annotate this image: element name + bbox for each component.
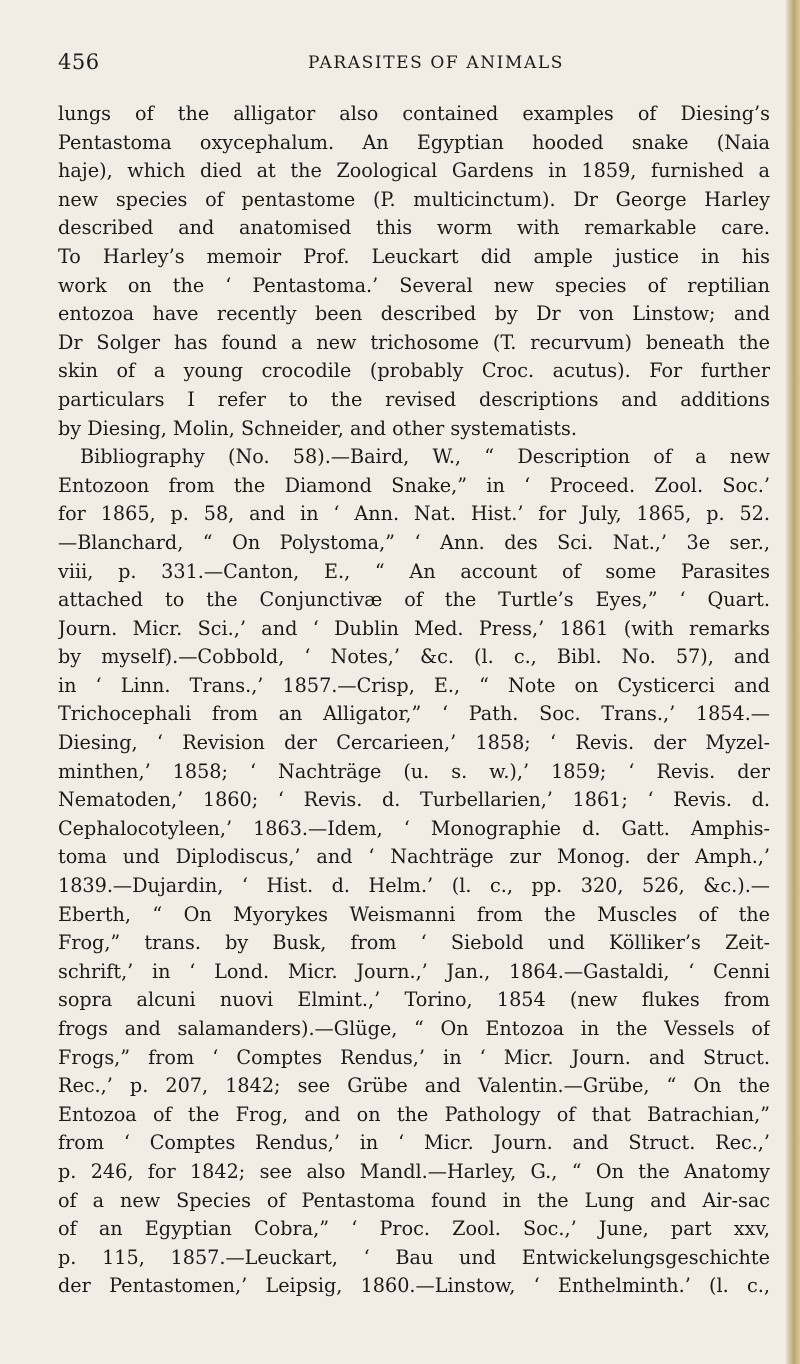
text-line: Entozoa of the Frog, and on the Pathology of that Batrachian,” xyxy=(58,1102,770,1126)
text-line: minthen,’ 1858; ‘ Nachträge (u. s. w.),’ 1859; ‘ Revis. der xyxy=(58,759,770,783)
bibliography-heading-line: Bibliography (No. 58).—Baird, W., “ Description of a new xyxy=(80,445,770,469)
text-line: Dr Solger has found a new trichosome (T. recurvum) beneath the xyxy=(58,330,770,354)
text-line: Diesing, ‘ Revision der Cercarieen,’ 1858; ‘ Revis. der Myzel- xyxy=(58,731,770,755)
text-line: Trichocephali from an Alligator,” ‘ Path. Soc. Trans.,’ 1854.— xyxy=(58,702,770,726)
text-line: by Diesing, Molin, Schneider, and other systematists. xyxy=(58,416,577,440)
text-line: frogs and salamanders).—Glüge, “ On Entozoa in the Vessels of xyxy=(58,1017,770,1040)
text-line: Pentastoma oxycephalum. An Egyptian hooded snake (Naia xyxy=(58,130,770,154)
text-line: p. 115, 1857.—Leuckart, ‘ Bau und Entwickelungsgeschichte xyxy=(58,1245,770,1269)
text-line: Frogs,” from ‘ Comptes Rendus,’ in ‘ Micr. Journ. and Struct. xyxy=(58,1045,770,1069)
text-line: new species of pentastome (P. multicinctum). Dr George Harley xyxy=(58,187,770,211)
page-header xyxy=(58,50,758,84)
text-line: Frog,” trans. by Busk, from ‘ Siebold und Kölliker’s Zeit- xyxy=(58,931,770,955)
page-edge xyxy=(786,0,800,1364)
text-line: toma und Diplodiscus,’ and ‘ Nachträge zur Monog. der Amph.,’ xyxy=(58,845,770,869)
text-line: by myself).—Cobbold, ‘ Notes,’ &c. (l. c., Bibl. No. 57), and xyxy=(58,645,770,669)
text-line: for 1865, p. 58, and in ‘ Ann. Nat. Hist.’ for July, 1865, p. 52. xyxy=(58,502,770,526)
text-line: viii, p. 331.—Canton, E., “ An account of some Parasites xyxy=(58,559,770,583)
text-line: from ‘ Comptes Rendus,’ in ‘ Micr. Journ. and Struct. Rec.,’ xyxy=(58,1131,770,1155)
text-line: Eberth, “ On Myorykes Weismanni from the Muscles of the xyxy=(58,902,770,926)
text-line: To Harley’s memoir Prof. Leuckart did ample justice in his xyxy=(58,244,770,268)
text-line: haje), which died at the Zoological Gardens in 1859, furnished a xyxy=(58,159,770,183)
text-line: Journ. Micr. Sci.,’ and ‘ Dublin Med. Press,’ 1861 (with remarks xyxy=(58,616,770,640)
text-line: of an Egyptian Cobra,” ‘ Proc. Zool. Soc.,’ June, part xxv, xyxy=(58,1217,770,1241)
text-line: entozoa have recently been described by Dr von Linstow; and xyxy=(58,302,770,326)
text-line: sopra alcuni nuovi Elmint.,’ Torino, 1854 (new flukes from xyxy=(58,988,770,1012)
text-line: —Blanchard, “ On Polystoma,” ‘ Ann. des Sci. Nat.,’ 3e ser., xyxy=(58,530,770,554)
text-line: in ‘ Linn. Trans.,’ 1857.—Crisp, E., “ Note on Cysticerci and xyxy=(58,673,770,697)
text-line: Rec.,’ p. 207, 1842; see Grübe and Valentin.—Grübe, “ On the xyxy=(58,1074,770,1098)
text-line: p. 246, for 1842; see also Mandl.—Harley, G., “ On the Anatomy xyxy=(58,1159,770,1183)
text-line: 1839.—Dujardin, ‘ Hist. d. Helm.’ (l. c., pp. 320, 526, &c.).— xyxy=(58,874,770,898)
text-line: Entozoon from the Diamond Snake,” in ‘ Proceed. Zool. Soc.’ xyxy=(58,473,770,497)
page-number: 456 xyxy=(58,50,100,74)
text-line: attached to the Conjunctivæ of the Turtle’s Eyes,” ‘ Quart. xyxy=(58,588,770,612)
text-line: work on the ‘ Pentastoma.’ Several new species of reptilian xyxy=(58,273,770,297)
text-line: Nematoden,’ 1860; ‘ Revis. d. Turbellarien,’ 1861; ‘ Revis. d. xyxy=(58,788,770,812)
text-line: skin of a young crocodile (probably Croc. acutus). For further xyxy=(58,359,770,383)
text-line: der Pentastomen,’ Leipsig, 1860.—Linstow, ‘ Enthelminth.’ (l. c., xyxy=(58,1274,770,1298)
text-line: Cephalocotyleen,’ 1863.—Idem, ‘ Monographie d. Gatt. Amphis- xyxy=(58,816,770,840)
text-line: of a new Species of Pentastoma found in the Lung and Air-sac xyxy=(58,1188,770,1212)
body-text xyxy=(58,100,770,1301)
running-title: PARASITES OF ANIMALS xyxy=(308,53,565,73)
text-line: schrift,’ in ‘ Lond. Micr. Journ.,’ Jan., 1864.—Gastaldi, ‘ Cenni xyxy=(58,959,770,983)
text-line: lungs of the alligator also contained examples of Diesing’s xyxy=(58,102,770,125)
text-line: particulars I refer to the revised descriptions and additions xyxy=(58,387,770,411)
text-line: described and anatomised this worm with remarkable care. xyxy=(58,216,770,240)
